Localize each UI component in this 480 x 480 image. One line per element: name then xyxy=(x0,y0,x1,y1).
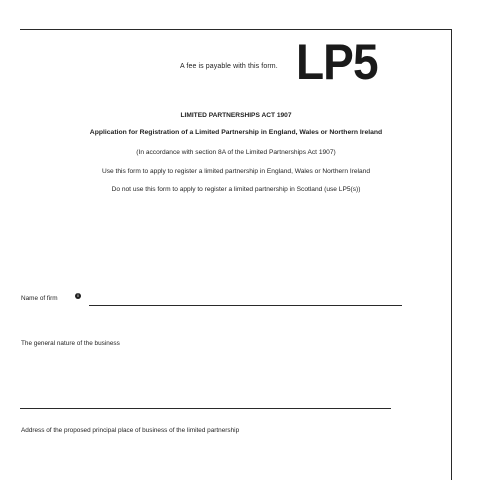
nature-of-business-label: The general nature of the business xyxy=(21,340,120,347)
do-not-use-note: Do not use this form to apply to register a limited partnership in Scotland (use LP5(s)) xyxy=(111,186,361,193)
act-title: LIMITED PARTNERSHIPS ACT 1907 xyxy=(180,112,292,119)
form-right-border xyxy=(451,29,452,480)
nature-of-business-field[interactable] xyxy=(20,408,391,409)
form-top-border xyxy=(20,29,452,30)
name-of-firm-field[interactable] xyxy=(89,305,402,306)
name-of-firm-label: Name of firm xyxy=(21,295,58,302)
form-code: LP5 xyxy=(296,34,378,90)
fee-note: A fee is payable with this form. xyxy=(180,63,278,70)
application-title: Application for Registration of a Limited Partnership in England, Wales or Northern Ireland xyxy=(89,129,383,136)
accordance-note: (In accordance with section 8A of the Limited Partnerships Act 1907) xyxy=(136,149,336,156)
info-icon[interactable]: i xyxy=(75,293,81,299)
principal-address-label: Address of the proposed principal place of business of the limited partnership xyxy=(21,427,240,434)
use-note: Use this form to apply to register a limited partnership in England, Wales or Northern Ireland xyxy=(101,168,371,175)
